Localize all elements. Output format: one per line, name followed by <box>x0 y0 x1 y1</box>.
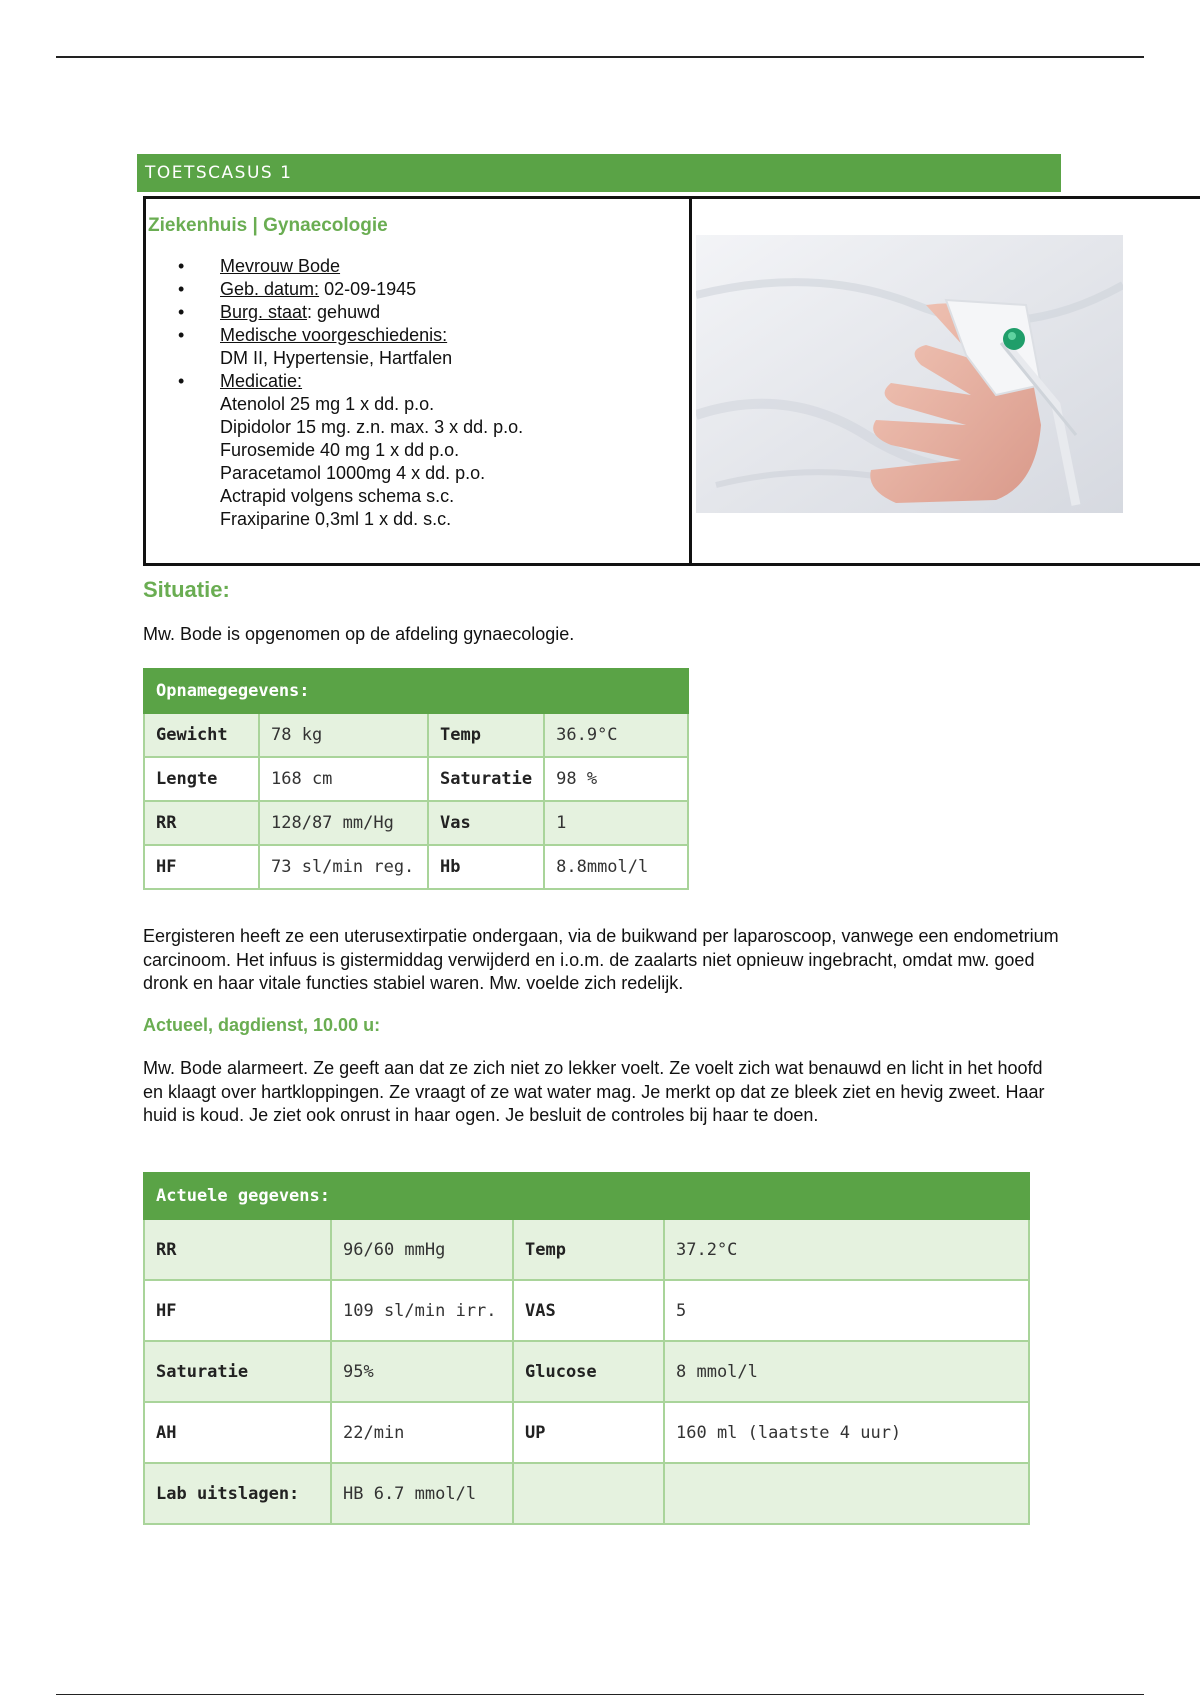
patient-name: • Mevrouw Bode <box>178 255 523 278</box>
medication-item: Actrapid volgens schema s.c. <box>220 486 455 506</box>
medication-item: Atenolol 25 mg 1 x dd. p.o. <box>220 394 435 414</box>
patient-medication: • Medicatie: Atenolol 25 mg 1 x dd. p.o. Dipidolor 15 mg. z.n. max. 3 x dd. p.o. Furosemide 40 mg 1 x dd p.o. Paracetamol 1000mg 4 x dd. p.o. Actrapid volgens schema s.c. Fraxiparine 0,3ml 1 x dd. s.c. <box>178 370 523 531</box>
ward-title: Ziekenhuis | Gynaecologie <box>148 215 388 236</box>
table-row: Lengte 168 cm Saturatie 98 % <box>144 757 688 801</box>
medication-item: Furosemide 40 mg 1 x dd p.o. <box>220 440 460 460</box>
history-paragraph: Eergisteren heeft ze een uterusextirpatie ondergaan, via de buikwand per laparoscoop, vanwege een endometrium carcinoom. Het infuus is gistermiddag verwijderd en i.o.m. de zaalarts niet opnieuw ingebracht, omdat mw. goed dronk en haar vitale functies stabiel waren. Mw. voelde zich redelijk. <box>143 926 1059 993</box>
current-paragraph: Mw. Bode alarmeert. Ze geeft aan dat ze zich niet zo lekker voelt. Ze voelt zich wat benauwd en licht in het hoofd en klaagt over hartkloppingen. Ze vraagt of ze wat water mag. Je merkt op dat ze bleek ziet en hevig zweet. Haar huid is koud. Je ziet ook onrust in haar ogen. Je besluit de controles bij haar te doen. <box>143 1058 1045 1125</box>
patient-info-box <box>143 196 1200 566</box>
current-table-title: Actuele gegevens: <box>144 1173 1029 1219</box>
admission-table-title: Opnamegegevens: <box>144 669 688 713</box>
table-row: Saturatie 95% Glucose 8 mmol/l <box>144 1341 1029 1402</box>
table-row: Lab uitslagen: HB 6.7 mmol/l <box>144 1463 1029 1524</box>
patient-civil-status: • Burg. staat: gehuwd <box>178 301 523 324</box>
table-row: RR 128/87 mm/Hg Vas 1 <box>144 801 688 845</box>
patient-dob: • Geb. datum: 02-09-1945 <box>178 278 523 301</box>
situation-text: Mw. Bode is opgenomen op de afdeling gynaecologie. <box>143 624 575 644</box>
medication-item: Paracetamol 1000mg 4 x dd. p.o. <box>220 463 486 483</box>
top-rule <box>56 56 1144 58</box>
medication-item: Dipidolor 15 mg. z.n. max. 3 x dd. p.o. <box>220 417 524 437</box>
table-row: AH 22/min UP 160 ml (laatste 4 uur) <box>144 1402 1029 1463</box>
iv-cannula-hand-photo <box>696 235 1123 513</box>
case-banner: TOETSCASUS 1 <box>137 154 1061 192</box>
table-row: RR 96/60 mmHg Temp 37.2°C <box>144 1219 1029 1280</box>
bottom-rule <box>56 1694 1144 1695</box>
medication-item: Fraxiparine 0,3ml 1 x dd. s.c. <box>220 509 452 529</box>
current-data-table <box>143 1172 1030 1525</box>
patient-medical-history: • Medische voorgeschiedenis: DM II, Hypertensie, Hartfalen <box>178 324 523 370</box>
table-row: Gewicht 78 kg Temp 36.9°C <box>144 713 688 757</box>
current-heading: Actueel, dagdienst, 10.00 u: <box>143 1015 381 1035</box>
patient-details-list <box>178 255 523 531</box>
table-row: HF 109 sl/min irr. VAS 5 <box>144 1280 1029 1341</box>
admission-table <box>143 668 689 890</box>
table-row: HF 73 sl/min reg. Hb 8.8mmol/l <box>144 845 688 889</box>
situation-heading: Situatie: <box>143 577 230 602</box>
box-divider <box>689 199 692 563</box>
